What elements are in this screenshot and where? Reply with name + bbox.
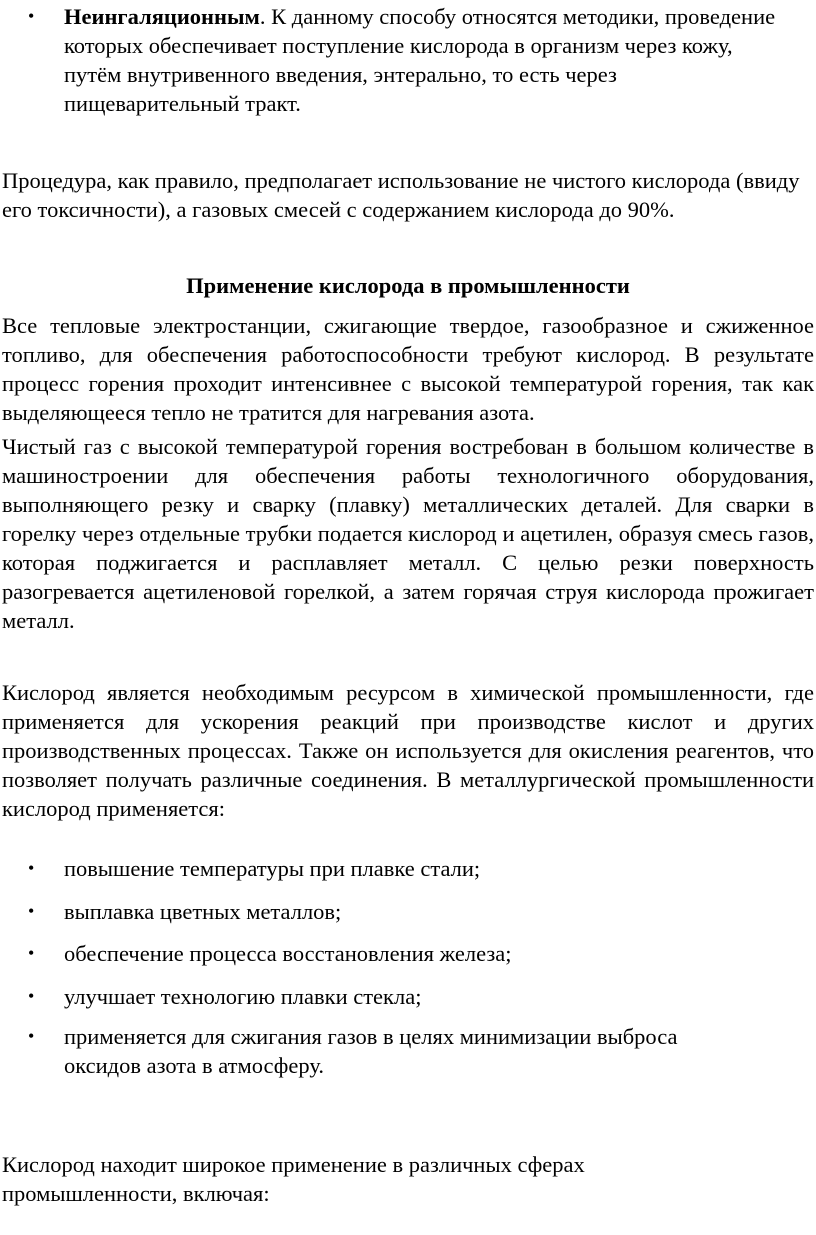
bullet-icon: • <box>28 858 35 878</box>
list-item-text: применяется для сжигания газов в целях минимизации выброса оксидов азота в атмосферу. <box>64 1024 678 1078</box>
paragraph-procedure: Процедура, как правило, предполагает использование не чистого кислорода (ввиду его токсичности), а газовых смесей с содержанием кислорода до 90%. <box>2 168 800 222</box>
intro-bullet-term: Неингаляционным <box>64 4 260 29</box>
section-heading: Применение кислорода в промышленности <box>186 273 630 298</box>
list-item-text: повышение температуры при плавке стали; <box>64 856 481 881</box>
paragraph-machinery: Чистый газ с высокой температурой горения востребован в большом количестве в машиностроении для обеспечения работы технологичного оборудования, выполняющего резку и сварку (плавку) металлических деталей. Для сварки в горелку через отдельные трубки подается кислород и ацетилен, образуя смесь газов, которая поджигается и расплавляет металл. С целью резки поверхность разогревается ацетиленовой горелкой, а затем горячая струя кислорода прожигает металл. <box>2 434 814 633</box>
intro-bullet-text <box>64 2 794 118</box>
paragraph-power-plants: Все тепловые электростанции, сжигающие твердое, газообразное и сжиженное топливо, для обеспечения работоспособности требуют кислород. В результате процесс горения проходит интенсивнее с высокой температурой горения, так как выделяющееся тепло не тратится для нагревания азота. <box>2 313 814 425</box>
bullet-icon: • <box>28 986 35 1006</box>
bullet-icon: • <box>28 6 35 26</box>
bullet-icon: • <box>28 1026 35 1046</box>
paragraph-chemical: Кислород является необходимым ресурсом в химической промышленности, где применяется для ускорения реакций при производстве кислот и других производственных процессах. Также он используется для окисления реагентов, что позволяет получать различные соединения. В металлургической промышленности кислород применяется: <box>2 680 814 821</box>
paragraph-closing: Кислород находит широкое применение в различных сферах промышленности, включая: <box>2 1152 585 1206</box>
list-item-text: выплавка цветных металлов; <box>64 899 342 924</box>
list-item-text: улучшает технологию плавки стекла; <box>64 984 422 1009</box>
list-item-text: обеспечение процесса восстановления железа; <box>64 941 512 966</box>
intro-bullet-body: . К данному способу относятся методики, проведение которых обеспечивает поступление кислорода в организм через кожу, путём внутривенного введения, энтерально, то есть через пищеварительный тракт. <box>64 4 776 116</box>
bullet-icon: • <box>28 901 35 921</box>
bullet-icon: • <box>28 943 35 963</box>
